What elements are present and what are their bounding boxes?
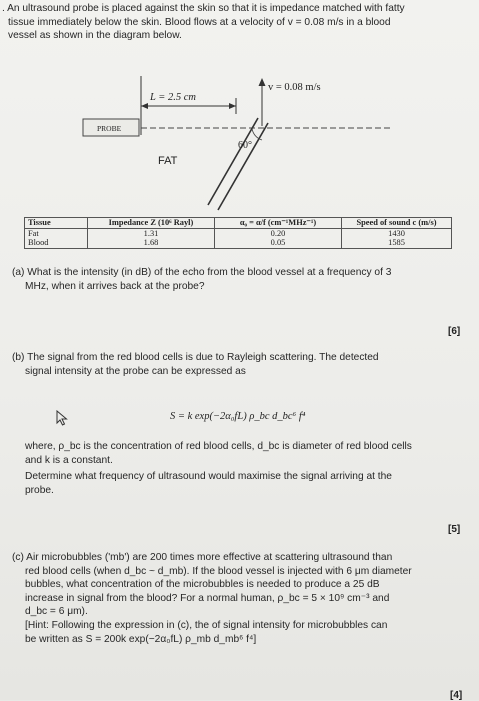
part-c-line-1: (c) Air microbubbles ('mb') are 200 times more effective at scattering ultrasound than	[12, 552, 393, 563]
table-cell: Fat	[25, 228, 88, 238]
table-row	[25, 238, 452, 248]
probe-label: PROBE	[97, 124, 122, 133]
part-a-line-1: (a) What is the intensity (in dB) of the echo from the blood vessel at a frequency of 3	[12, 267, 392, 278]
part-c-marks: [4]	[450, 690, 463, 701]
part-c-hint-line-2: be written as S = 200k exp(−2α₀fL) ρ_mb d_mb⁶ f⁴]	[25, 633, 257, 645]
velocity-label: v = 0.08 m/s	[268, 82, 321, 93]
part-b-question	[12, 351, 379, 378]
table-header-speed: Speed of sound c (m/s)	[342, 218, 452, 229]
part-b-determine-line-2: probe.	[25, 484, 54, 496]
part-b-determine-line-1: Determine what frequency of ultrasound would maximise the signal arriving at the	[25, 471, 392, 483]
tissue-properties-table	[24, 217, 452, 249]
angle-label: 60°	[238, 140, 252, 151]
part-b-line-2: signal intensity at the probe can be expressed as	[25, 365, 246, 377]
table-cell: 1585	[342, 238, 452, 248]
vessel-wall-left	[208, 118, 258, 205]
table-cell: 0.20	[215, 228, 342, 238]
table-header-tissue: Tissue	[25, 218, 88, 229]
part-b-where	[25, 440, 412, 497]
signal-formula: S = k exp(−2α₀fL) ρ_bc d_bc⁶ f⁴	[170, 411, 306, 422]
table-cell: 1430	[342, 228, 452, 238]
intro-line-3: vessel as shown in the diagram below.	[8, 30, 182, 42]
table-header-row	[25, 218, 452, 229]
table-cell: 0.05	[215, 238, 342, 248]
part-a-marks: [6]	[448, 326, 461, 337]
part-b-where-line-2: and k is a constant.	[25, 454, 113, 466]
table-header-impedance: Impedance Z (10⁶ Rayl)	[88, 218, 215, 229]
part-c-hint-line-1: [Hint: Following the expression in (c), the of signal intensity for microbubbles can	[25, 619, 388, 631]
fat-label: FAT	[158, 155, 178, 167]
table-cell: 1.68	[88, 238, 215, 248]
part-a-line-2: MHz, when it arrives back at the probe?	[25, 280, 205, 292]
part-c-line-5: d_bc = 6 μm).	[25, 606, 88, 618]
table-cell: Blood	[25, 238, 88, 248]
part-b-line-1: (b) The signal from the red blood cells is due to Rayleigh scattering. The detected	[12, 352, 379, 363]
part-b-marks: [5]	[448, 524, 461, 535]
probe-vessel-diagram	[0, 70, 479, 215]
part-c-line-3: bubbles, what concentration of the microbubbles is needed to produce a 25 dB	[25, 579, 380, 591]
length-label: L = 2.5 cm	[150, 92, 196, 103]
intro-line-1: . An ultrasound probe is placed against the skin so that it is impedance matched with fatty	[2, 3, 405, 14]
part-c-line-2: red blood cells (when d_bc ~ d_mb). If the blood vessel is injected with 6 μm diameter	[25, 565, 412, 577]
table-header-attenuation: α₀ = α/f (cm⁻¹MHz⁻¹)	[215, 218, 342, 229]
intro-paragraph	[2, 2, 405, 43]
table-row	[25, 228, 452, 238]
part-b-where-line-1: where, ρ_bc is the concentration of red blood cells, d_bc is diameter of red blood cells	[25, 441, 412, 452]
vessel-wall-right	[218, 123, 268, 210]
mouse-pointer-icon	[56, 410, 70, 426]
part-a-question	[12, 266, 391, 293]
part-c-question	[12, 551, 412, 646]
intro-line-2: tissue immediately below the skin. Blood flows at a velocity of v = 0.08 m/s in a blood	[8, 16, 391, 28]
angle-arc	[252, 128, 262, 140]
table-cell: 1.31	[88, 228, 215, 238]
part-c-line-4: increase in signal from the blood? For a normal human, ρ_bc = 5 × 10⁹ cm⁻³ and	[25, 592, 390, 604]
